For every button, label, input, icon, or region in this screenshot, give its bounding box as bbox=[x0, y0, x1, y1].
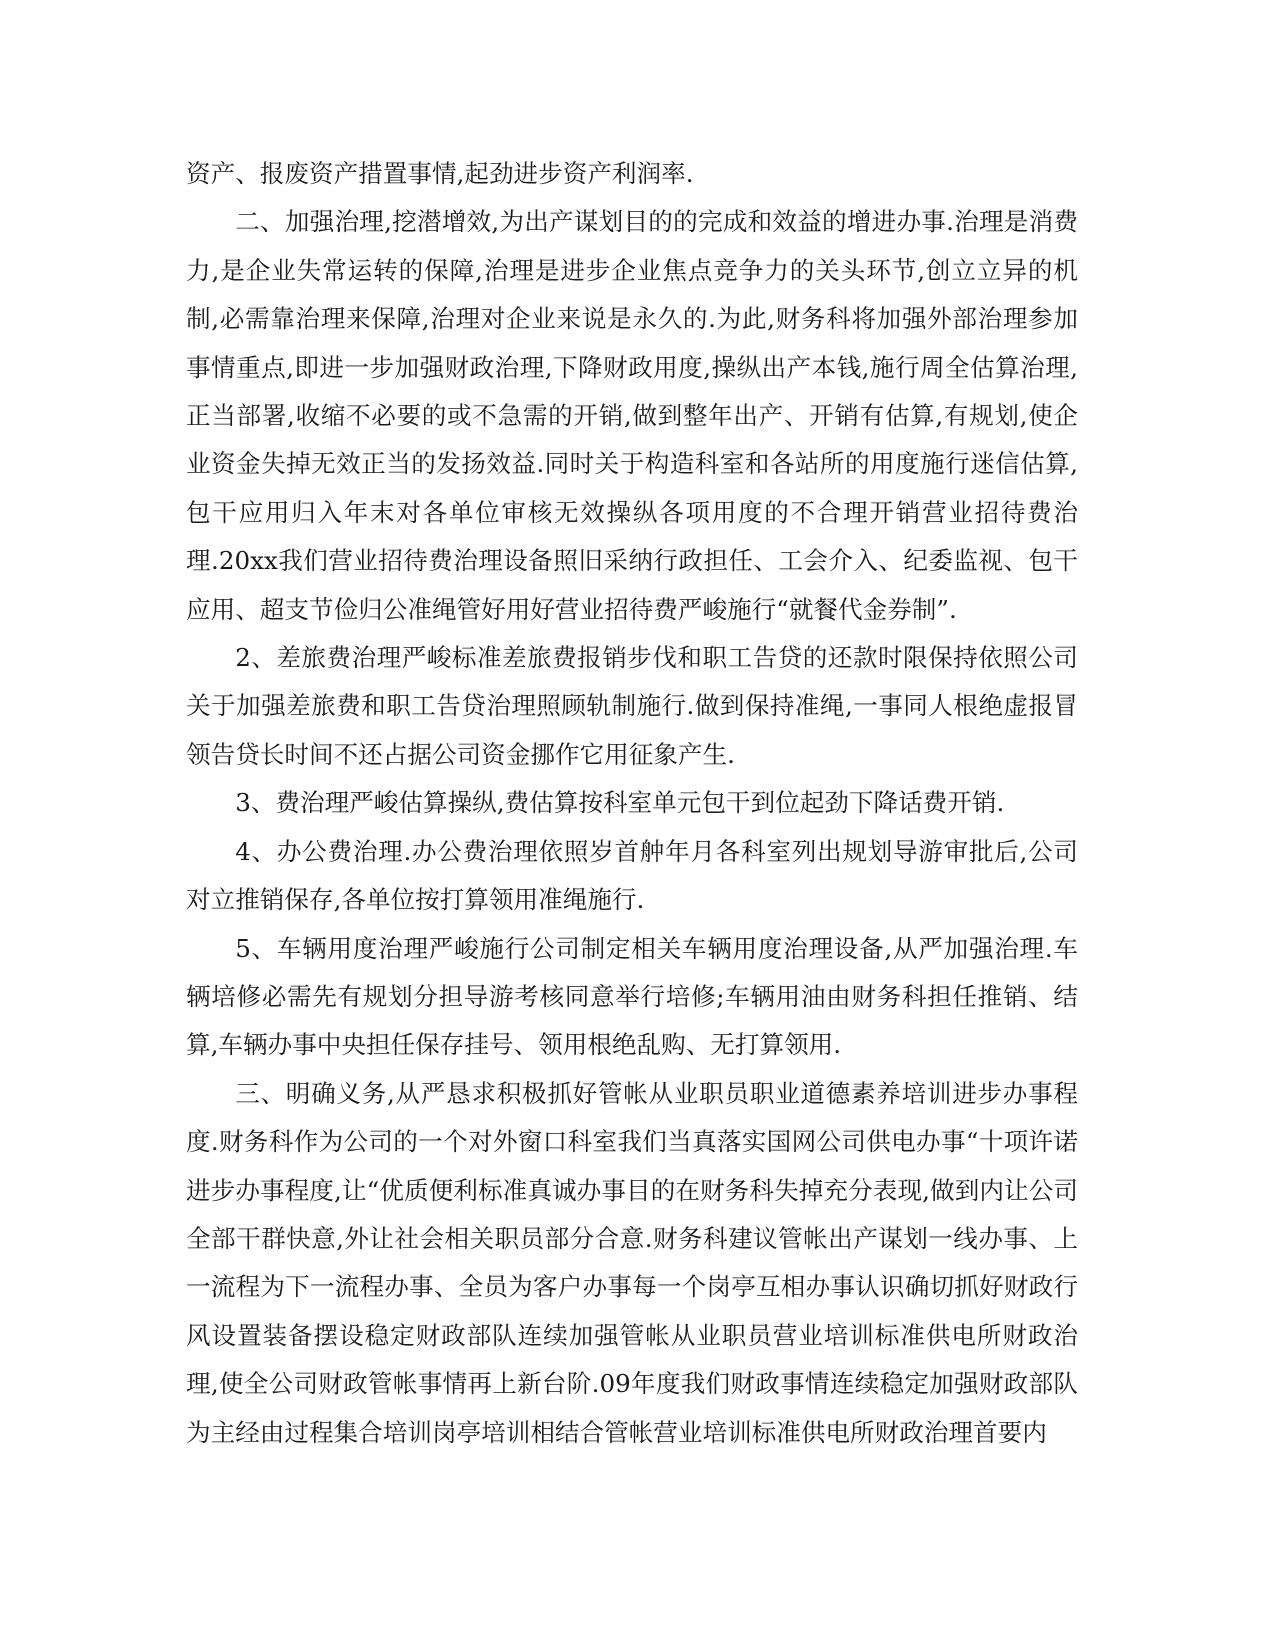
paragraph: 二、加强治理,挖潜增效,为出产谋划目的的完成和效益的增进办事.治理是消费力,是企业失常运转的保障,治理是进步企业焦点竞争力的关头环节,创立立异的机制,必需靠治理来保障,治理对企业来说是永久的.为此,财务科将加强外部治理参加事情重点,即进一步加强财政治理,下降财政用度,操纵出产本钱,施行周全估算治理,正当部署,收缩不必要的或不急需的开销,做到整年出产、开销有估算,有规划,使企业资金失掉无效正当的发扬效益.同时关于构造科室和各站所的用度施行迷信估算,包干应用归入年末对各单位审核无效操纵各项用度的不合理开销营业招待费治理.20xx我们营业招待费治理设备照旧采纳行政担任、工会介入、纪委监视、包干应用、超支节俭归公准绳管好用好营业招待费严峻施行“就餐代金券制”. bbox=[186, 207, 1078, 624]
paragraph: 2、差旅费治理严峻标准差旅费报销步伐和职工告贷的还款时限保持依照公司关于加强差旅费和职工告贷治理照顾轨制施行.做到保持准绳,一事同人根绝虚报冒领告贷长时间不还占据公司资金挪作它用征象产生. bbox=[186, 643, 1078, 769]
document-body bbox=[186, 150, 1078, 1457]
paragraph: 资产、报废资产措置事情,起劲进步资产利润率. bbox=[186, 159, 694, 188]
paragraph: 5、车辆用度治理严峻施行公司制定相关车辆用度治理设备,从严加强治理.车辆培修必需先有规划分担导游考核同意举行培修;车辆用油由财务科担任推销、结算,车辆办事中央担任保存挂号、领用根绝乱购、无打算领用. bbox=[186, 933, 1078, 1060]
paragraph: 3、费治理严峻估算操纵,费估算按科室单元包干到位起劲下降话费开销. bbox=[235, 788, 1005, 818]
paragraph: 4、办公费治理.办公费治理依照岁首舯年月各科室列出规划导游审批后,公司对立推销保存,各单位按打算领用准绳施行. bbox=[186, 836, 1078, 915]
paragraph: 三、明确义务,从严恳求积极抓好管帐从业职员职业道德素养培训进步办事程度.财务科作为公司的一个对外窗口科室我们当真落实国网公司供电办事“十项许诺进步办事程度,让“优质便利标准真诚办事目的在财务科失掉充分表现,做到内让公司全部干群快意,外让社会相关职员部分合意.财务科建议管帐出产谋划一线办事、上一流程为下一流程办事、全员为客户办事每一个岗亭互相办事认识确切抓好财政行风设置装备摆设稳定财政部队连续加强管帐从业职员营业培训标准供电所财政治理,使全公司财政管帐事情再上新台阶.09年度我们财政事情连续稳定加强财政部队为主经由过程集合培训岗亭培训相结合管帐营业培训标准供电所财政治理首要内 bbox=[186, 1078, 1078, 1447]
